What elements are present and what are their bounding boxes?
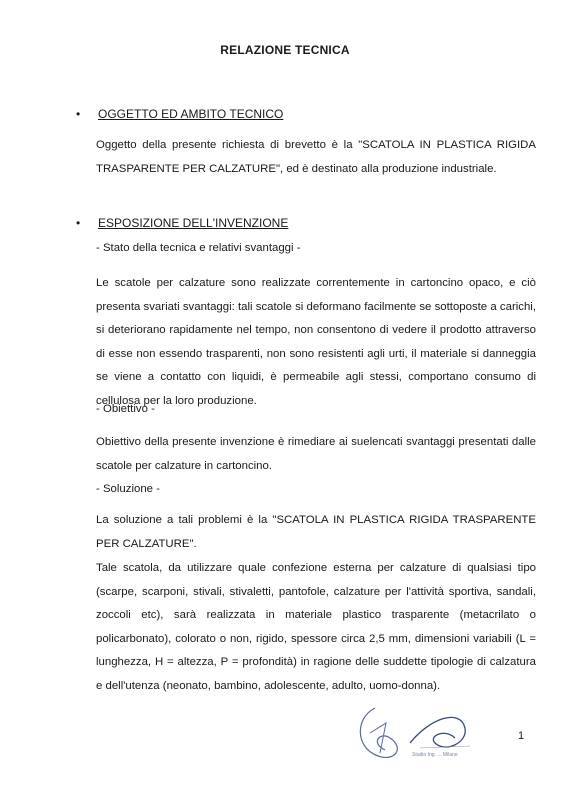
section-2-bullet: • (76, 216, 81, 230)
solution-paragraph: La soluzione a tali problemi è la "SCATOLA IN PLASTICA RIGIDA TRASPARENTE PER CALZATURE". (96, 514, 536, 550)
section-1-bullet: • (76, 107, 81, 121)
state-of-art-paragraph: Le scatole per calzature sono realizzate correntemente in cartoncino opaco, e ciò presenta svariati svantaggi: tali scatole si deformano facilmente se sottoposte a carichi, si deteriorano rapidamente nel tempo, non consentono di vedere il prodotto attraverso di esse non essendo trasparenti, non sono resistenti agli urti, il materiale si danneggia se viene a contatto con liquidi, è permeabile agli stessi, comportano consumo di cellulosa per la loro produzione. (96, 277, 536, 407)
section-2-heading: ESPOSIZIONE DELL'INVENZIONE (98, 216, 289, 230)
signature-stamp (350, 698, 480, 768)
document-title: RELAZIONE TECNICA (220, 43, 350, 57)
page-number: 1 (518, 730, 525, 742)
state-of-art-label: - Stato della tecnica e relativi svantaggi - (96, 242, 301, 254)
objective-label: - Obiettivo - (96, 403, 155, 415)
description-paragraph: Tale scatola, da utilizzare quale confezione esterna per calzature di qualsiasi tipo (scarpe, scarponi, stivali, stivaletti, pantofole, calzature per l'attività sportiva, sandali, zoccoli etc), sarà realizzata in materiale plastico trasparente (metacrilato o policarbonato), colorato o non, rigido, spessore circa 2,5 mm, dimensioni variabili (L = lunghezza, H = altezza, P = profondità) in ragione delle suddette tipologie di calzatura e dell'utenza (neonato, bambino, adolescente, adulto, uomo-donna). (96, 562, 536, 692)
section-1-heading: OGGETTO ED AMBITO TECNICO (98, 107, 284, 121)
section-1-paragraph: Oggetto della presente richiesta di brevetto è la "SCATOLA IN PLASTICA RIGIDA TRASPARENTE PER CALZATURE", ed è destinato alla produzione industriale. (96, 139, 536, 175)
objective-paragraph: Obiettivo della presente invenzione è rimediare ai suelencati svantaggi presentati dalle scatole per calzature in cartoncino. (96, 436, 536, 472)
svg-text:Studio Ing. ... Milano: Studio Ing. ... Milano (412, 752, 458, 758)
solution-label: - Soluzione - (96, 483, 160, 495)
